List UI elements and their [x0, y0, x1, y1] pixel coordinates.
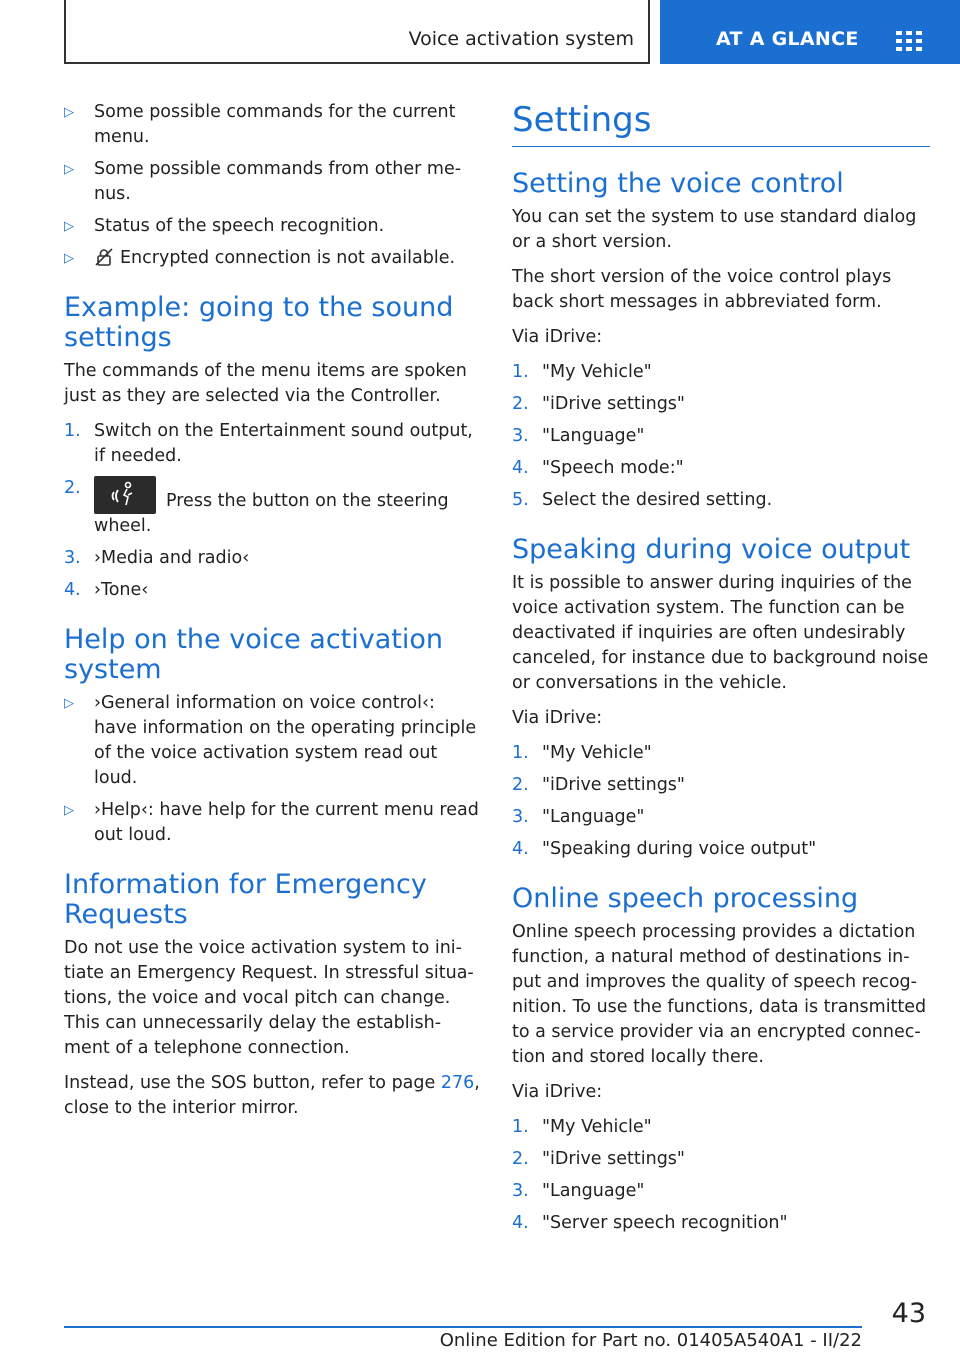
triangle-bullet-icon: ▷ — [64, 162, 74, 177]
list-item: 4. "Speech mode:" — [512, 458, 684, 478]
section-label: AT A GLANCE — [716, 28, 859, 50]
voice-button-icon — [94, 476, 156, 514]
speaking-heading: Speaking during voice output — [512, 534, 911, 565]
example-section — [64, 293, 482, 603]
chapter-title: Voice activation system — [408, 28, 634, 50]
voice-control-heading: Setting the voice control — [512, 168, 844, 199]
list-item: 4. ›Tone‹ — [64, 580, 149, 600]
via-idrive-label: Via iDrive: — [512, 1082, 603, 1102]
header-section-box[interactable] — [660, 0, 960, 64]
help-section — [64, 625, 482, 848]
edition-footer: Online Edition for Part no. 01405A540A1 - II/22 — [439, 1330, 862, 1351]
help-heading: Help on the voice activation system — [64, 624, 444, 685]
list-item: ▷ Encrypted connection is not available. — [64, 246, 482, 271]
speaking-para: It is possible to answer during inquiries of the voice activation system. The function can be deactivated if inquiries are often undesirably canceled, for instance due to background noise or conversations in the vehicle. — [512, 573, 929, 693]
page-link[interactable]: 276 — [440, 1073, 475, 1093]
triangle-bullet-icon: ▷ — [64, 251, 74, 266]
list-item: 2. "iDrive settings" — [512, 1149, 685, 1169]
online-section — [512, 884, 930, 1236]
online-heading: Online speech processing — [512, 883, 859, 914]
list-item: 3. ›Media and radio‹ — [64, 548, 250, 568]
list-item: ▷ ›General information on voice control‹: have information on the operating principle of the voice activation system read out loud. — [64, 693, 477, 788]
triangle-bullet-icon: ▷ — [64, 803, 74, 818]
list-item: 3. "Language" — [512, 807, 645, 827]
list-item: 3. "Language" — [512, 426, 645, 446]
example-steps — [64, 419, 482, 603]
emergency-sos-paragraph: Instead, use the SOS button, refer to page 276, close to the interior mirror. — [64, 1073, 480, 1118]
grid-menu-icon[interactable] — [896, 31, 922, 51]
list-item: 1. Switch on the Entertainment sound output, if needed. — [64, 421, 473, 466]
list-item: 4. "Server speech recognition" — [512, 1213, 788, 1233]
list-item: ▷ Some possible commands for the current menu. — [64, 102, 456, 147]
list-item: 1. "My Vehicle" — [512, 1117, 652, 1137]
list-item: 2. Press the button on the steering wheel. — [64, 478, 449, 536]
emergency-section — [64, 870, 482, 1121]
settings-title: Settings — [512, 100, 930, 147]
list-item: 4. "Speaking during voice output" — [512, 839, 817, 859]
online-steps — [512, 1115, 930, 1236]
speaking-steps — [512, 741, 930, 862]
triangle-bullet-icon: ▷ — [64, 696, 74, 711]
right-column — [512, 100, 930, 1248]
online-para: Online speech processing provides a dictation function, a natural method of destinations in‐ put and improves the quality of speech recog‐ nition. To use the functions, data is transmitted to a service provider via an encrypted connec‐ tion and stored locally there. — [512, 922, 927, 1067]
header-chapter-box — [64, 0, 650, 64]
example-heading: Example: going to the sound settings — [64, 292, 454, 353]
emergency-paragraph: Do not use the voice activation system to ini‐ tiate an Emergency Request. In stressful situa‐ tions, the voice and vocal pitch can change. This can unnecessarily delay the establish‐ ment of a telephone connection. — [64, 938, 474, 1058]
list-item: 2. "iDrive settings" — [512, 775, 685, 795]
triangle-bullet-icon: ▷ — [64, 219, 74, 234]
voice-control-section — [512, 169, 930, 513]
example-intro: The commands of the menu items are spoken just as they are selected via the Controller. — [64, 361, 467, 406]
encryption-unavailable-icon — [94, 247, 114, 267]
via-idrive-label: Via iDrive: — [512, 708, 603, 728]
footer-divider — [64, 1326, 862, 1328]
list-item: 2. "iDrive settings" — [512, 394, 685, 414]
top-bullet-list — [64, 100, 482, 271]
via-idrive-label: Via iDrive: — [512, 327, 603, 347]
list-item: 3. "Language" — [512, 1181, 645, 1201]
list-item: 5. Select the desired setting. — [512, 490, 773, 510]
page-number: 43 — [891, 1298, 926, 1329]
voice-control-para2: The short version of the voice control plays back short messages in abbreviated form. — [512, 267, 892, 312]
voice-control-steps — [512, 360, 930, 513]
emergency-heading: Information for Emergency Requests — [64, 869, 427, 930]
list-item: 1. "My Vehicle" — [512, 743, 652, 763]
left-column — [64, 100, 482, 1131]
list-item: ▷ Some possible commands from other me‐ nus. — [64, 159, 462, 204]
triangle-bullet-icon: ▷ — [64, 105, 74, 120]
list-item: ▷ Status of the speech recognition. — [64, 214, 482, 239]
list-item: 1. "My Vehicle" — [512, 362, 652, 382]
help-bullets — [64, 691, 482, 848]
list-item: ▷ ›Help‹: have help for the current menu read out loud. — [64, 800, 479, 845]
speaking-section — [512, 535, 930, 862]
voice-control-para1: You can set the system to use standard dialog or a short version. — [512, 207, 917, 252]
